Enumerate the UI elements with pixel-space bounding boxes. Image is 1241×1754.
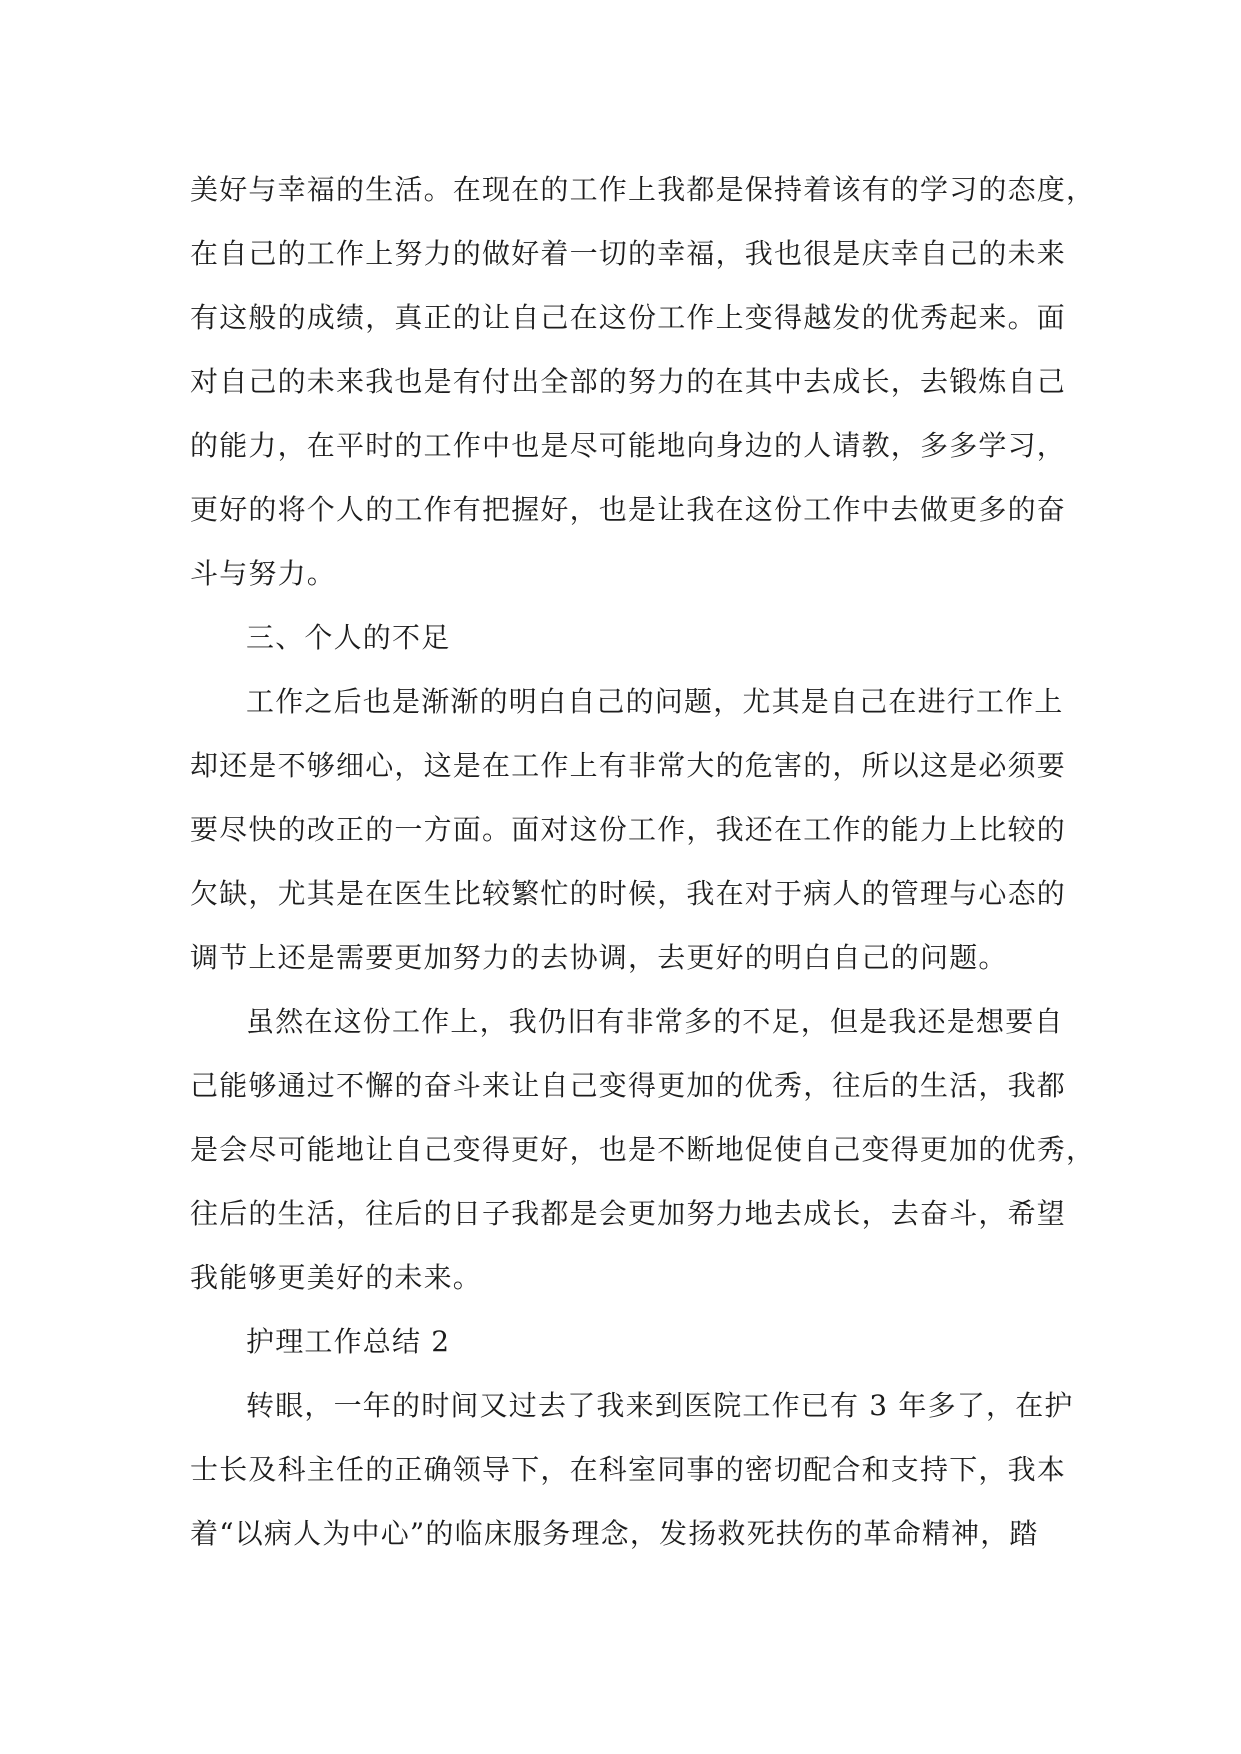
paragraph-line: 要尽快的改正的一方面。面对这份工作，我还在工作的能力上比较的: [190, 813, 1067, 846]
paragraph-line: 调节上还是需要更加努力的去协调，去更好的明白自己的问题。: [190, 941, 1008, 974]
paragraph-line: 是会尽可能地让自己变得更好，也是不断地促使自己变得更加的优秀，: [190, 1133, 1096, 1166]
paragraph-line: 的能力，在平时的工作中也是尽可能地向身边的人请教，多多学习，: [190, 429, 1067, 462]
paragraph-line: 虽然在这份工作上，我仍旧有非常多的不足，但是我还是想要自: [246, 1005, 1064, 1038]
paragraph-line: 更好的将个人的工作有把握好，也是让我在这份工作中去做更多的奋: [190, 493, 1067, 526]
section-heading: 三、个人的不足: [246, 621, 451, 654]
paragraph-line: 有这般的成绩，真正的让自己在这份工作上变得越发的优秀起来。面: [190, 301, 1067, 334]
paragraph-line: 却还是不够细心，这是在工作上有非常大的危害的，所以这是必须要: [190, 749, 1067, 782]
section-heading: 护理工作总结 2: [246, 1325, 451, 1358]
paragraph-line: 在自己的工作上努力的做好着一切的幸福，我也很是庆幸自己的未来: [190, 237, 1067, 270]
paragraph-line: 美好与幸福的生活。在现在的工作上我都是保持着该有的学习的态度，: [190, 173, 1096, 206]
paragraph-line: 斗与努力。: [190, 557, 337, 590]
paragraph-line: 往后的生活，往后的日子我都是会更加努力地去成长，去奋斗，希望: [190, 1197, 1067, 1230]
paragraph-line: 转眼，一年的时间又过去了我来到医院工作已有 3 年多了，在护: [246, 1389, 1074, 1422]
paragraph-line: 己能够通过不懈的奋斗来让自己变得更加的优秀，往后的生活，我都: [190, 1069, 1067, 1102]
paragraph-line: 欠缺，尤其是在医生比较繁忙的时候，我在对于病人的管理与心态的: [190, 877, 1067, 910]
paragraph-line: 士长及科主任的正确领导下，在科室同事的密切配合和支持下，我本: [190, 1453, 1067, 1486]
paragraph-line: 我能够更美好的未来。: [190, 1261, 483, 1294]
paragraph-line: 工作之后也是渐渐的明白自己的问题，尤其是自己在进行工作上: [246, 685, 1064, 718]
paragraph-line: 着“以病人为中心”的临床服务理念，发扬救死扶伤的革命精神，踏: [190, 1517, 1039, 1550]
document-body: [190, 158, 1096, 1566]
paragraph-line: 对自己的未来我也是有付出全部的努力的在其中去成长，去锻炼自己: [190, 365, 1067, 398]
